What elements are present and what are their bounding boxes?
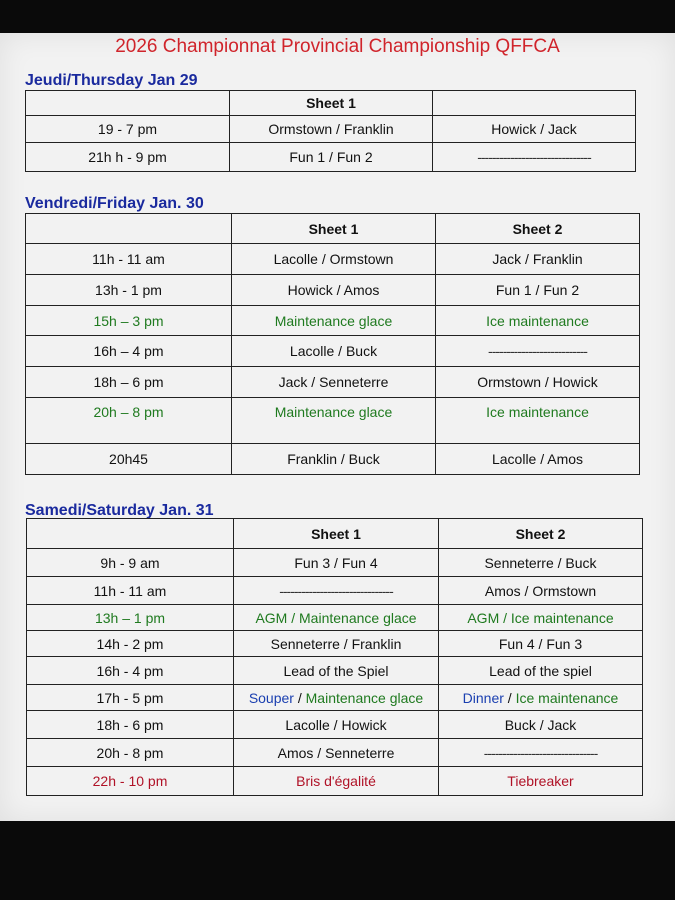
sheet1-cell: Maintenance glace [232, 398, 436, 444]
header-cell [26, 91, 230, 116]
sheet2-cell: ------------------------------- [439, 739, 643, 767]
time-cell: 22h - 10 pm [27, 767, 234, 796]
friday-table [25, 213, 640, 475]
sheet2-cell: Ice maintenance [436, 306, 640, 336]
time-cell: 18h - 6 pm [27, 711, 234, 739]
sheet1-cell: ------------------------------- [234, 577, 439, 605]
table-row [26, 116, 636, 143]
time-cell: 11h - 11 am [27, 577, 234, 605]
table-row [26, 275, 640, 306]
sheet1-cell: Ormstown / Franklin [230, 116, 433, 143]
saturday-table [26, 518, 643, 796]
table-row [27, 739, 643, 767]
sheet1-cell: Bris d'égalité [234, 767, 439, 796]
time-cell: 16h – 4 pm [26, 336, 232, 367]
saturday-heading: Samedi/Saturday Jan. 31 [25, 502, 214, 519]
table-row [27, 605, 643, 631]
sheet1-cell [234, 685, 439, 711]
header-cell [433, 91, 636, 116]
sheet2-cell: Fun 1 / Fun 2 [436, 275, 640, 306]
sheet2-cell: Howick / Jack [433, 116, 636, 143]
header-cell: Sheet 2 [439, 519, 643, 549]
table-row [27, 549, 643, 577]
time-cell: 19 - 7 pm [26, 116, 230, 143]
page-title: 2026 Championnat Provincial Championship QFFCA [115, 36, 560, 57]
sheet2-cell: Tiebreaker [439, 767, 643, 796]
table-row [26, 306, 640, 336]
sheet1-cell: Senneterre / Franklin [234, 631, 439, 657]
table-row [26, 444, 640, 475]
sheet2-cell: Lacolle / Amos [436, 444, 640, 475]
sheet2-cell: Ormstown / Howick [436, 367, 640, 398]
friday-heading: Vendredi/Friday Jan. 30 [25, 195, 204, 212]
sheet1-cell: Jack / Senneterre [232, 367, 436, 398]
sheet2-cell [439, 685, 643, 711]
time-cell: 13h – 1 pm [27, 605, 234, 631]
sheet1-cell: Lacolle / Ormstown [232, 244, 436, 275]
time-cell: 15h – 3 pm [26, 306, 232, 336]
sheet1-cell: Fun 3 / Fun 4 [234, 549, 439, 577]
time-cell: 13h - 1 pm [26, 275, 232, 306]
sheet2-cell: Buck / Jack [439, 711, 643, 739]
separator: / [503, 689, 516, 706]
sheet2-cell: Senneterre / Buck [439, 549, 643, 577]
table-row [26, 244, 640, 275]
sheet1-cell: Lacolle / Buck [232, 336, 436, 367]
sheet2-cell: Amos / Ormstown [439, 577, 643, 605]
sheet1-cell: Lacolle / Howick [234, 711, 439, 739]
time-cell: 14h - 2 pm [27, 631, 234, 657]
separator: / [293, 689, 306, 706]
table-row [27, 711, 643, 739]
sheet1-cell: Maintenance glace [232, 306, 436, 336]
sheet1-cell: AGM / Maintenance glace [234, 605, 439, 631]
time-cell: 18h – 6 pm [26, 367, 232, 398]
sheet2-cell: --------------------------- [436, 336, 640, 367]
sheet1-cell: Franklin / Buck [232, 444, 436, 475]
table-row [27, 577, 643, 605]
meal-label: Dinner [462, 689, 504, 706]
sheet2-cell: Ice maintenance [436, 398, 640, 444]
maintenance-label: Maintenance glace [305, 689, 424, 706]
table-row [26, 367, 640, 398]
time-cell: 9h - 9 am [27, 549, 234, 577]
table-row [27, 631, 643, 657]
sheet2-cell: AGM / Ice maintenance [439, 605, 643, 631]
header-cell: Sheet 1 [230, 91, 433, 116]
table-header-row [26, 214, 640, 244]
time-cell: 20h - 8 pm [27, 739, 234, 767]
table-row [27, 657, 643, 685]
maintenance-label: Ice maintenance [515, 689, 619, 706]
table-row [26, 398, 640, 444]
sheet1-cell: Lead of the Spiel [234, 657, 439, 685]
sheet2-cell: ------------------------------- [433, 143, 636, 172]
time-cell: 20h45 [26, 444, 232, 475]
header-cell [26, 214, 232, 244]
sheet1-cell: Fun 1 / Fun 2 [230, 143, 433, 172]
thursday-heading: Jeudi/Thursday Jan 29 [25, 72, 198, 89]
table-row [27, 685, 643, 711]
time-cell: 11h - 11 am [26, 244, 232, 275]
table-row [26, 336, 640, 367]
time-cell: 16h - 4 pm [27, 657, 234, 685]
time-cell: 21h h - 9 pm [26, 143, 230, 172]
meal-label: Souper [248, 689, 294, 706]
header-cell [27, 519, 234, 549]
sheet2-cell: Fun 4 / Fun 3 [439, 631, 643, 657]
sheet2-cell: Lead of the spiel [439, 657, 643, 685]
sheet1-cell: Amos / Senneterre [234, 739, 439, 767]
table-row [27, 767, 643, 796]
table-row [26, 143, 636, 172]
sheet2-cell: Jack / Franklin [436, 244, 640, 275]
time-cell: 17h - 5 pm [27, 685, 234, 711]
header-cell: Sheet 2 [436, 214, 640, 244]
header-cell: Sheet 1 [232, 214, 436, 244]
header-cell: Sheet 1 [234, 519, 439, 549]
sheet1-cell: Howick / Amos [232, 275, 436, 306]
time-cell: 20h – 8 pm [26, 398, 232, 444]
thursday-table [25, 90, 636, 172]
table-header-row [27, 519, 643, 549]
table-header-row [26, 91, 636, 116]
